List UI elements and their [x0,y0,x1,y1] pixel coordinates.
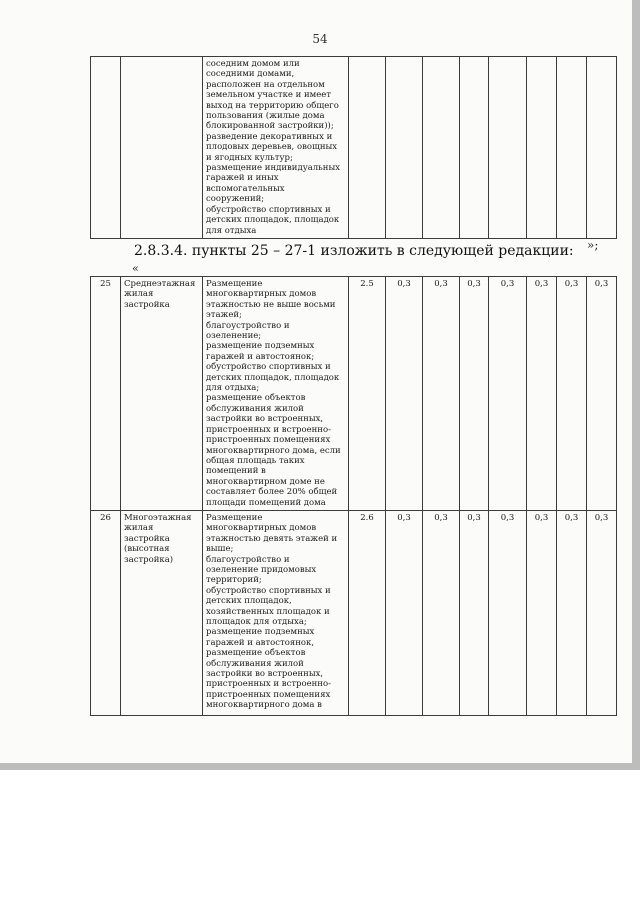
text-line: этажей; [206,310,242,321]
text-line: площадок для отдыха; [206,617,307,627]
text-line: многоквартирного дома, если [206,445,341,456]
text-line: выше; [206,544,234,555]
text-line: вспомогательных [206,183,285,194]
coefficient-value: 0,3 [460,277,489,511]
text-line: выход на территорию общего [206,100,339,111]
coefficient-value: 0,3 [527,510,557,715]
classifier-code: 2.6 [349,510,386,715]
text-line: сооружений; [206,194,265,205]
coefficient-value: 0,3 [423,277,460,511]
text-line: и ягодных культур; [206,152,293,163]
text-line: расположен на отдельном [206,79,325,90]
cell-value [489,57,527,239]
text-line: плодовых деревьев, овощных [206,142,338,153]
coefficient-value: 0,3 [587,510,617,715]
cell-value [557,57,587,239]
section-heading: 2.8.3.4. пункты 25 – 27-1 изложить в следующей редакции: [134,243,574,259]
text-line: размещение индивидуальных [206,163,341,174]
row-number: 26 [91,510,121,715]
use-type-name [121,277,203,511]
text-line: пристроенных помещениях [206,435,331,446]
text-line: обустройство спортивных и [206,362,331,373]
continuation-table [90,56,617,239]
text-line: хозяйственных площадок и [206,606,330,617]
coefficient-value: 0,3 [557,277,587,511]
cell-description [203,57,349,239]
text-line: Многоэтажная [124,512,192,523]
cell-value [386,57,423,239]
text-line: для отдыха; [206,383,260,394]
coefficient-value: 0,3 [460,510,489,715]
text-line: размещение подземных [206,341,315,352]
text-line: застройки во встроенных, [206,669,324,680]
cell-name [121,57,203,239]
use-type-description [203,277,349,511]
text-line: застройки во встроенных, [206,414,324,425]
text-line: для отдыха [206,225,257,236]
text-line: территорий; [206,575,262,586]
text-line: благоустройство и [206,320,290,331]
text-line: многоквартирном доме не [206,476,325,487]
text-line: застройка) [124,554,174,565]
page-number: 54 [312,32,328,46]
use-type-description [203,510,349,715]
coefficient-value: 0,3 [489,510,527,715]
text-line: детских площадок, площадок [206,372,340,383]
classifier-code: 2.5 [349,277,386,511]
text-line: жилая [124,523,154,534]
text-line: Размещение [206,512,263,523]
use-type-name [121,510,203,715]
cell-value [527,57,557,239]
text-line: размещение подземных [206,627,315,638]
text-line: многоквартирных домов [206,289,317,300]
cell-value [423,57,460,239]
text-line: блокированной застройки)); [206,121,334,132]
text-line: застройка [124,533,170,544]
text-line: многоквартирного дома в [206,700,322,711]
text-line: детских площадок, [206,596,292,607]
text-line: обустройство спортивных и [206,204,331,215]
table-row [91,57,617,239]
text-line: пристроенных помещениях [206,689,331,700]
table-row [91,510,617,715]
coefficient-value: 0,3 [489,277,527,511]
text-line: пристроенных и встроенно- [206,679,331,690]
text-line: жилая [124,289,154,300]
text-line: помещений в [206,466,266,477]
text-line: детских площадок, площадок [206,215,340,226]
text-line: озеленение; [206,331,262,342]
text-line: гаражей и автостоянок; [206,351,315,362]
table-row [91,277,617,511]
coefficient-value: 0,3 [587,277,617,511]
text-line: обслуживания жилой [206,658,304,669]
text-line: этажностью девять этажей и [206,533,338,544]
text-line: соседними домами, [206,69,295,80]
coefficient-value: 0,3 [386,277,423,511]
coefficient-value: 0,3 [423,510,460,715]
coefficient-value: 0,3 [527,277,557,511]
coefficient-value: 0,3 [386,510,423,715]
coefficient-value: 0,3 [557,510,587,715]
cell-code [349,57,386,239]
text-line: озеленение придомовых [206,564,317,575]
cell-value [587,57,617,239]
cell-value [460,57,489,239]
text-line: этажностью не выше восьми [206,299,336,310]
text-line: земельном участке и имеет [206,90,332,101]
text-line: размещение объектов [206,393,306,404]
land-use-table [90,276,617,716]
text-line: Среднеэтажная [124,279,196,289]
text-line: площади помещений дома [206,497,326,508]
text-line: размещение объектов [206,648,306,659]
text-line: (высотная [124,544,170,555]
text-line: общая площадь таких [206,455,305,466]
text-line: пристроенных и встроенно- [206,424,331,435]
text-line: гаражей и автостоянок, [206,637,315,648]
text-line: обслуживания жилой [206,403,304,414]
text-line: благоустройство и [206,554,290,565]
text-line: Размещение [206,279,263,289]
text-line: многоквартирных домов [206,523,317,534]
text-line: составляет более 20% общей [206,487,338,498]
text-line: обустройство спортивных и [206,585,331,596]
text-line: гаражей и иных [206,173,279,184]
opening-quote: « [132,262,139,275]
text-line: пользования (жилые дома [206,111,325,122]
text-line: разведение декоративных и [206,131,333,142]
text-line: соседним домом или [206,59,300,69]
closing-quote: »; [587,238,599,252]
row-number: 25 [91,277,121,511]
cell-num [91,57,121,239]
text-line: застройка [124,299,170,310]
